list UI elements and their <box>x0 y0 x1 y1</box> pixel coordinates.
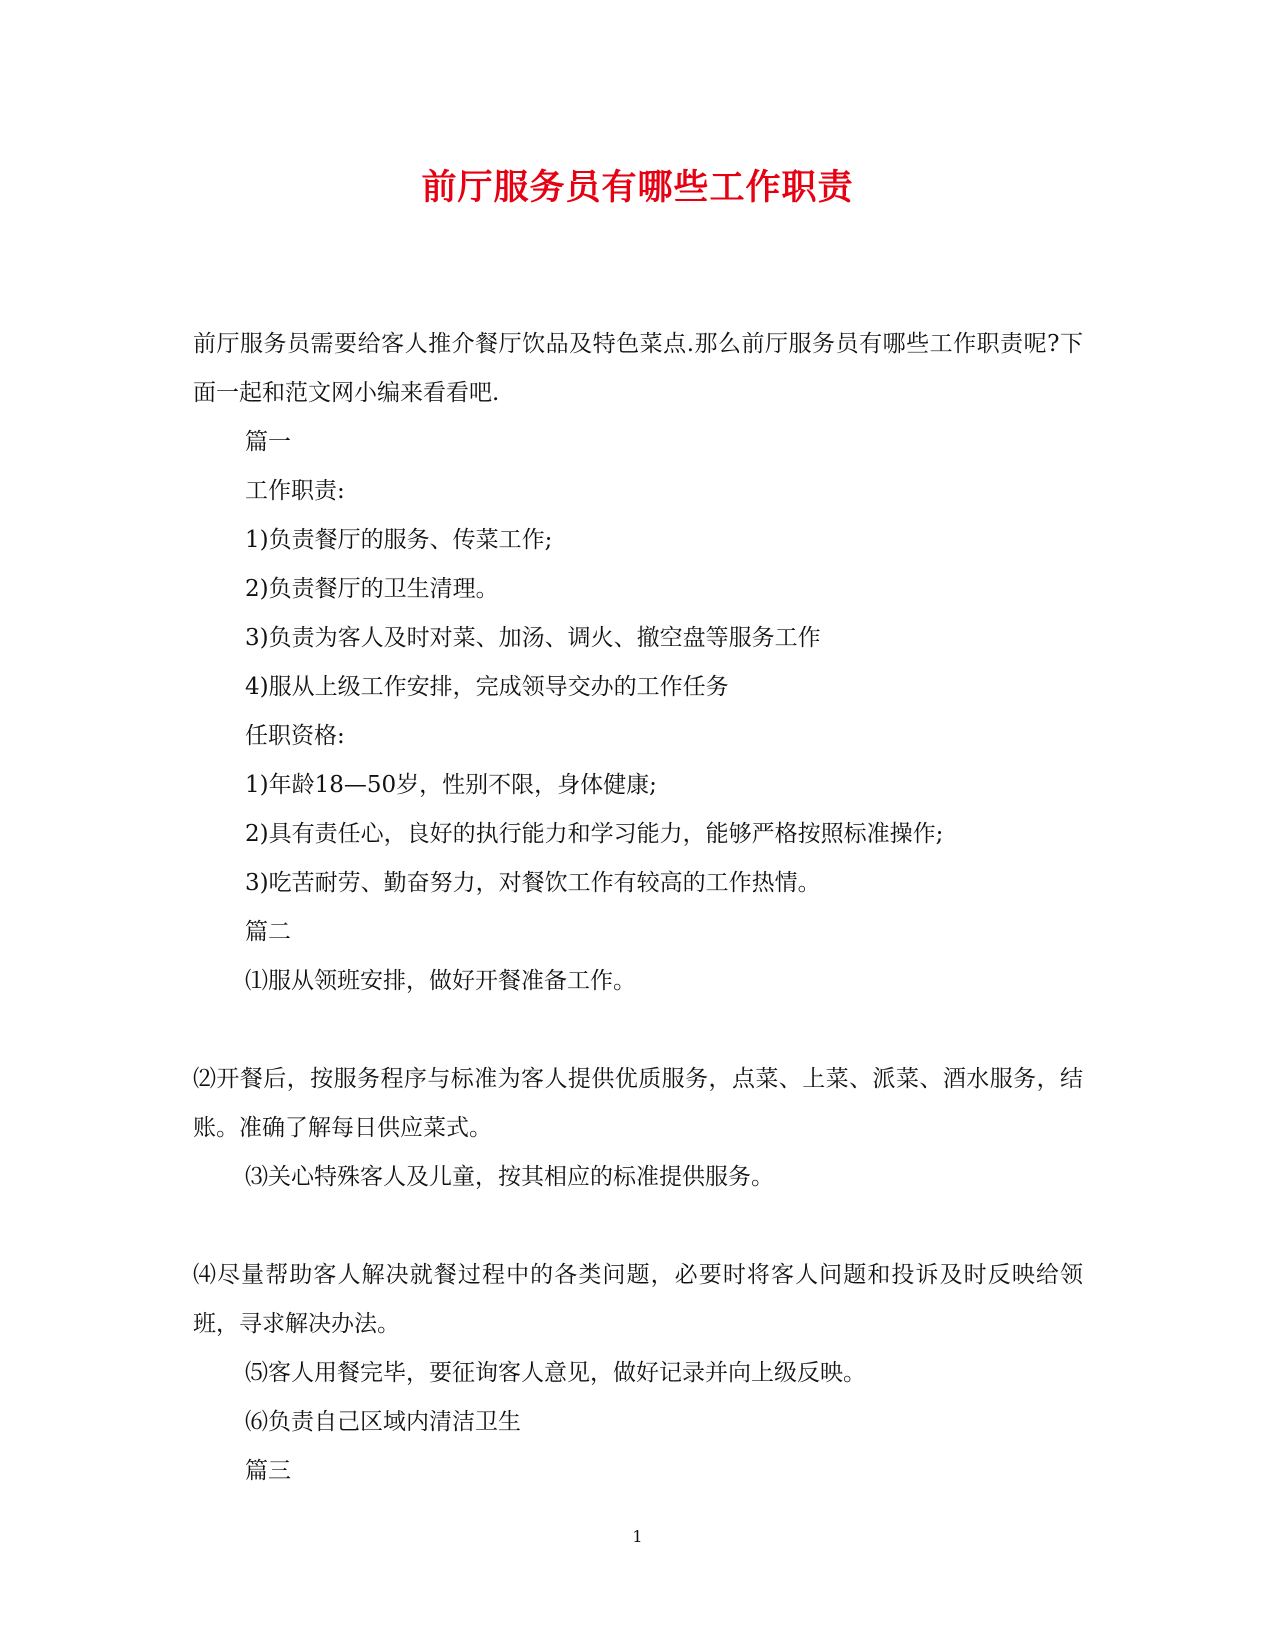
body-paragraph: 2)具有责任心，良好的执行能力和学习能力，能够严格按照标准操作; <box>245 821 944 847</box>
body-paragraph: ⑵开餐后，按服务程序与标准为客人提供优质服务，点菜、上菜、派菜、酒水服务，结账。准确了解每日供应菜式。 <box>193 1066 1083 1141</box>
body-paragraph: 工作职责: <box>245 478 345 504</box>
body-paragraph: 任职资格: <box>245 723 345 749</box>
page-number: 1 <box>632 1527 643 1546</box>
body-paragraph: 1)年龄18—50岁，性别不限，身体健康; <box>245 772 657 798</box>
body-paragraph: ⑹负责自己区域内清洁卫生 <box>245 1409 521 1435</box>
body-paragraph: 3)吃苦耐劳、勤奋努力，对餐饮工作有较高的工作热情。 <box>245 870 821 896</box>
body-paragraph: 2)负责餐厅的卫生清理。 <box>245 576 499 602</box>
body-paragraph: 3)负责为客人及时对菜、加汤、调火、撤空盘等服务工作 <box>245 625 821 651</box>
body-paragraph: ⑶关心特殊客人及儿童，按其相应的标准提供服务。 <box>245 1164 774 1190</box>
body-paragraph: 篇二 <box>245 919 291 945</box>
document-body <box>193 320 1083 1496</box>
body-paragraph: ⑸客人用餐完毕，要征询客人意见，做好记录并向上级反映。 <box>245 1360 866 1386</box>
body-paragraph: 篇三 <box>245 1458 291 1484</box>
paragraph-list <box>193 418 1083 1496</box>
body-paragraph: 4)服从上级工作安排，完成领导交办的工作任务 <box>245 674 729 700</box>
body-paragraph: ⑷尽量帮助客人解决就餐过程中的各类问题，必要时将客人问题和投诉及时反映给领班，寻求解决办法。 <box>193 1262 1083 1337</box>
document-title: 前厅服务员有哪些工作职责 <box>421 167 854 208</box>
body-paragraph: 篇一 <box>245 429 291 455</box>
body-paragraph: ⑴服从领班安排，做好开餐准备工作。 <box>245 968 636 994</box>
intro-paragraph: 前厅服务员需要给客人推介餐厅饮品及特色菜点.那么前厅服务员有哪些工作职责呢?下面一起和范文网小编来看看吧. <box>193 331 1083 406</box>
body-paragraph: 1)负责餐厅的服务、传菜工作; <box>245 527 553 553</box>
